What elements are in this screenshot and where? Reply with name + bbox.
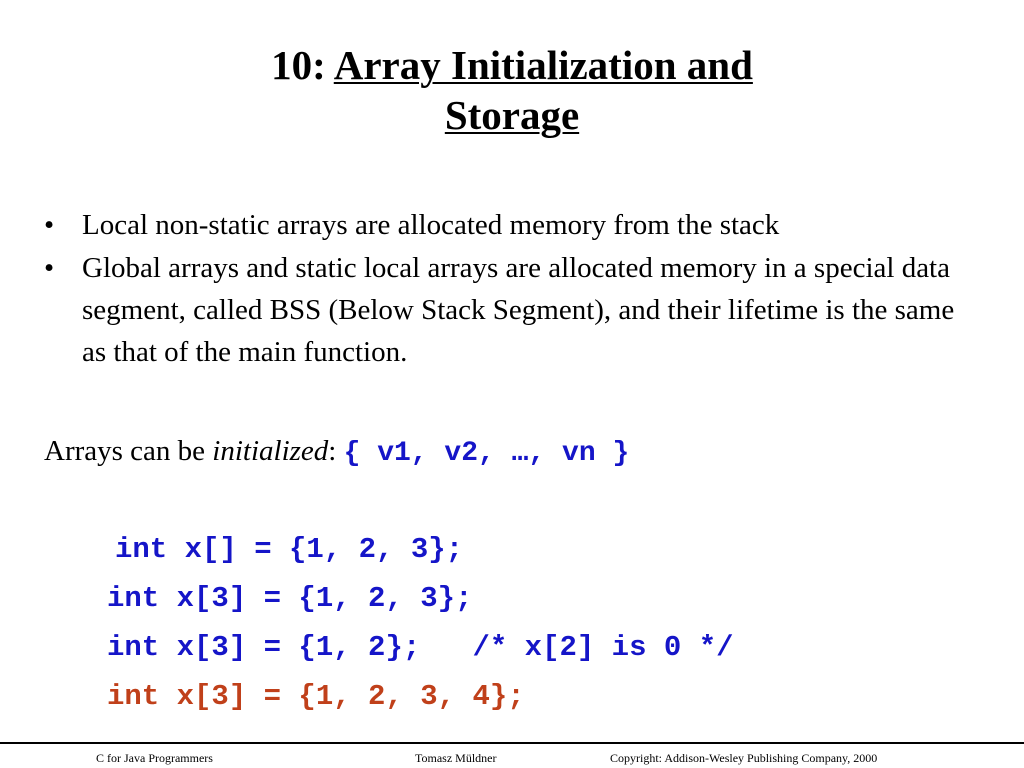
bullet-item <box>44 204 974 246</box>
init-syntax-code: { v1, v2, …, vn } <box>343 438 630 469</box>
bullet-text: Local non-static arrays are allocated memory from the stack <box>82 209 780 241</box>
code-example-error: int x[3] = {1, 2, 3, 4}; <box>107 680 525 713</box>
footer-copyright: Copyright: Addison-Wesley Publishing Company, 2000 <box>610 751 878 765</box>
bullet-list <box>44 204 974 374</box>
title-line-1: Array Initialization and <box>333 42 753 88</box>
title-prefix: 10: <box>271 42 334 88</box>
bullet-icon: • <box>44 209 55 241</box>
code-example-1: int x[] = {1, 2, 3}; <box>115 533 464 566</box>
init-text: Arrays can be <box>44 435 213 467</box>
footer-author: Tomasz Müldner <box>415 751 497 765</box>
initialization-sentence <box>44 430 629 475</box>
bullet-item <box>44 247 974 373</box>
code-example-2: int x[3] = {1, 2, 3}; <box>107 582 473 615</box>
init-italic-word: initialized <box>212 435 329 467</box>
init-colon: : <box>328 435 344 467</box>
title-line-2: Storage <box>444 92 580 138</box>
bullet-icon: • <box>44 252 55 284</box>
footer-divider <box>0 742 1024 744</box>
bullet-text: Global arrays and static local arrays are allocated memory in a special data segment, called BSS (Below Stack Segment), and their lifetime is the same as that of the main function. <box>82 252 955 368</box>
slide-title <box>0 40 1024 140</box>
code-example-3: int x[3] = {1, 2}; /* x[2] is 0 */ <box>107 631 734 664</box>
footer-course: C for Java Programmers <box>96 751 213 765</box>
